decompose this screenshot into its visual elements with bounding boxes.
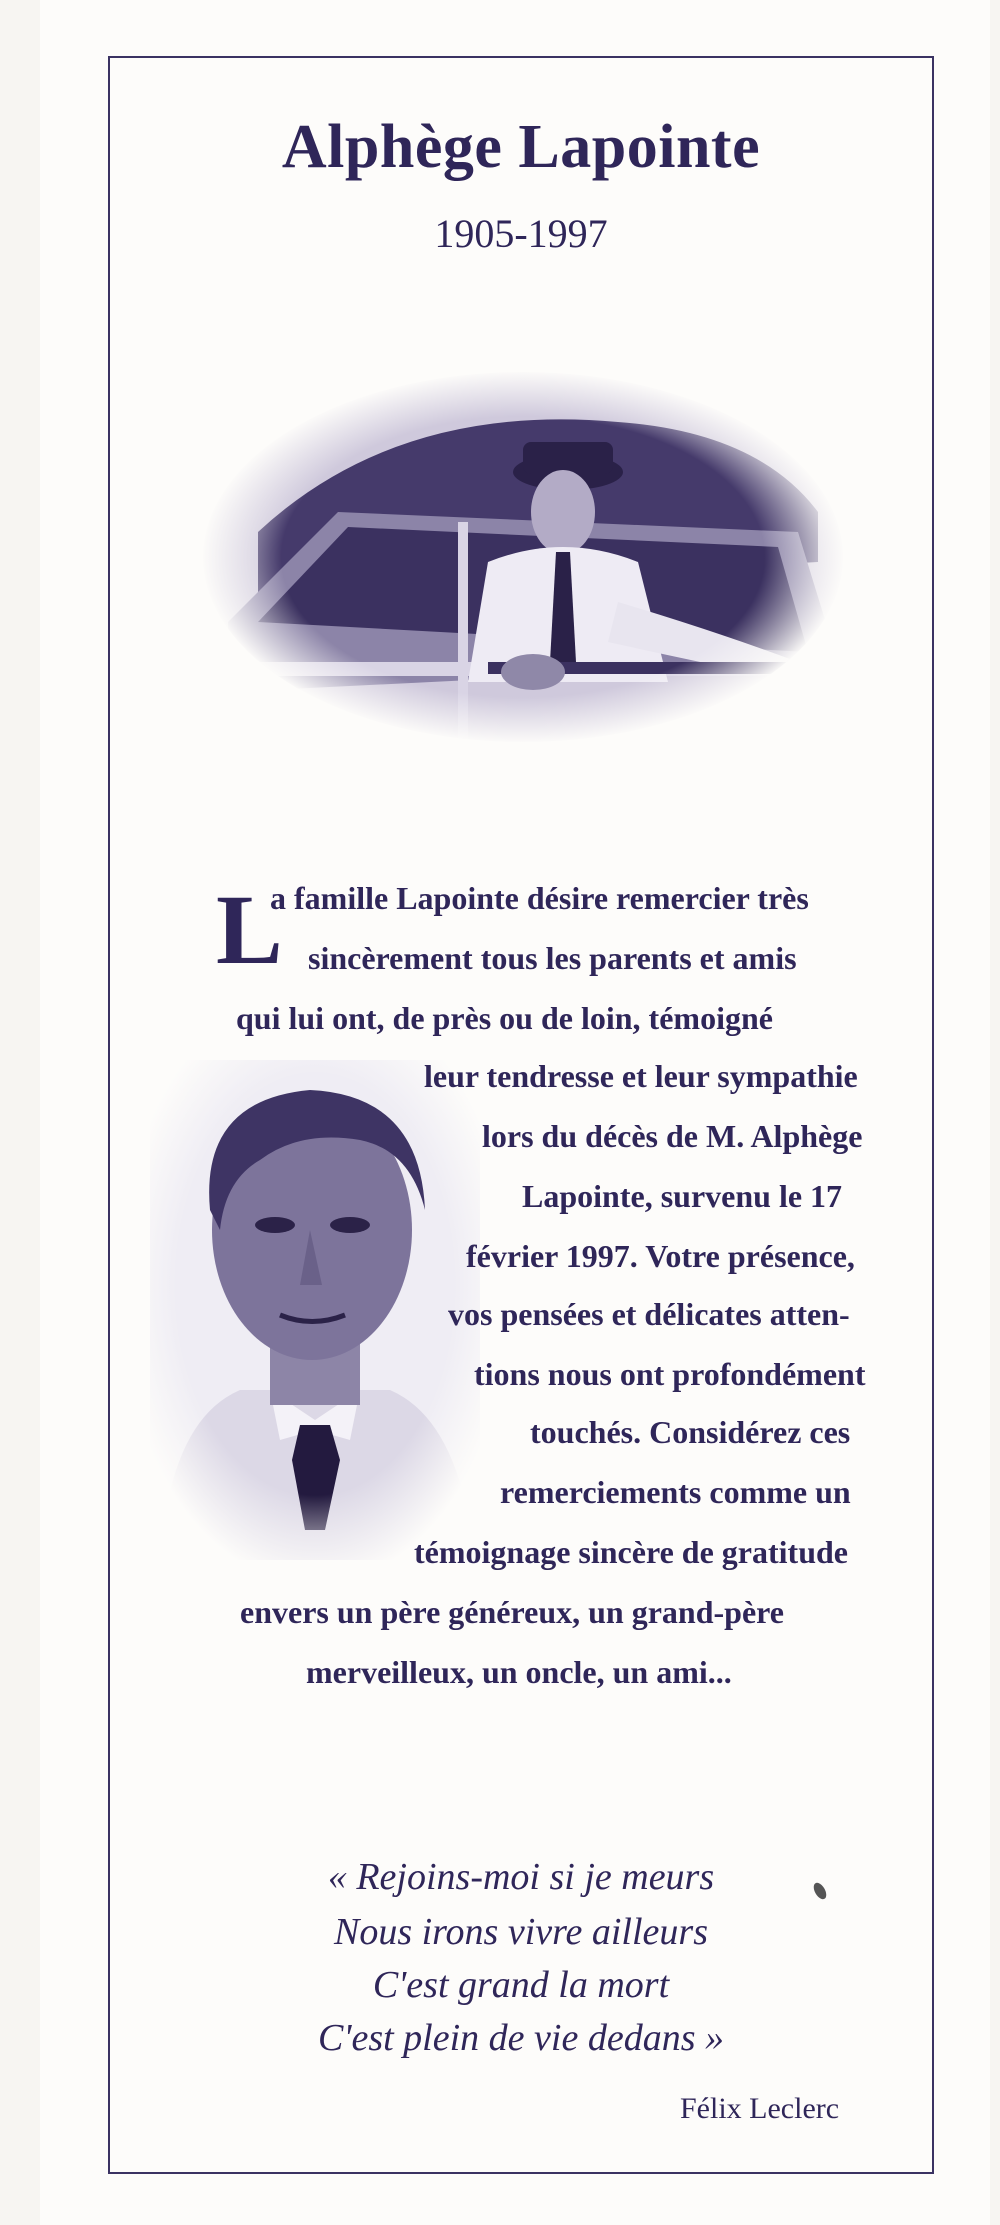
- deceased-name: Alphège Lapointe: [281, 113, 761, 181]
- message-line: Lapointe, survenu le 17: [522, 1178, 843, 1214]
- message-line: lors du décès de M. Alphège: [482, 1118, 863, 1154]
- message-line: témoignage sincère de gratitude: [414, 1534, 848, 1570]
- message-line: tions nous ont profondément: [474, 1356, 866, 1392]
- quote-line: Nous irons vivre ailleurs: [333, 1911, 708, 1953]
- quote-author: Félix Leclerc: [680, 2092, 840, 2125]
- message-line: envers un père généreux, un grand-père: [240, 1594, 784, 1630]
- drop-cap: L: [216, 874, 283, 985]
- message-line: sincèrement tous les parents et amis: [308, 940, 797, 976]
- message-line: merveilleux, un oncle, un ami...: [306, 1654, 732, 1690]
- life-dates: 1905-1997: [434, 211, 608, 256]
- message-line: leur tendresse et leur sympathie: [424, 1058, 858, 1094]
- message-line: qui lui ont, de près ou de loin, témoigné: [236, 1000, 773, 1036]
- message-line: a famille Lapointe désire remercier très: [270, 880, 809, 916]
- quote-line: C'est plein de vie dedans »: [318, 2017, 724, 2059]
- message-line: touchés. Considérez ces: [530, 1414, 851, 1450]
- portrait-photo: [150, 1060, 480, 1560]
- message-line: vos pensées et délicates atten-: [448, 1296, 850, 1332]
- quote-line: « Rejoins-moi si je meurs: [327, 1856, 715, 1898]
- quote-line: C'est grand la mort: [372, 1964, 670, 2006]
- car-photo: [198, 362, 848, 752]
- message-line: février 1997. Votre présence,: [466, 1238, 855, 1274]
- message-line: remerciements comme un: [500, 1474, 851, 1510]
